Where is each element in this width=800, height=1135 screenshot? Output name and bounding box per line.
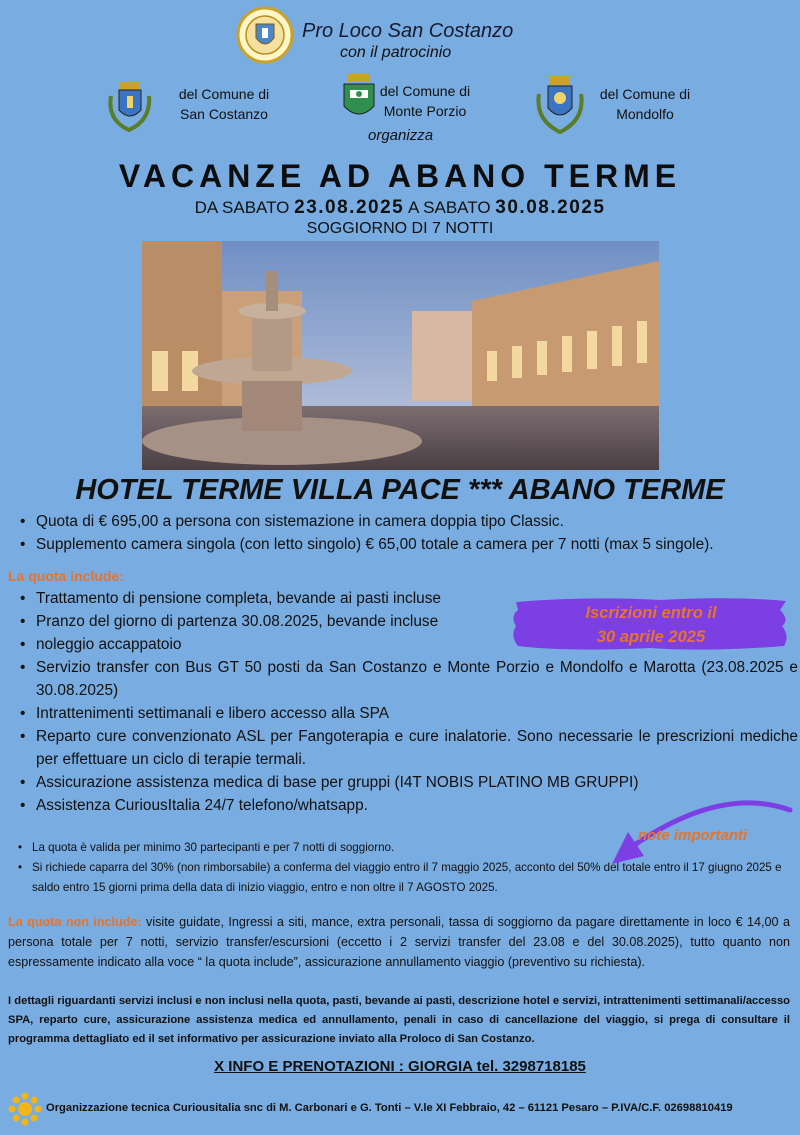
comune-name: Mondolfo: [616, 106, 674, 122]
list-item: • Pranzo del giorno di partenza 30.08.2025, bevande incluse: [8, 610, 798, 633]
event-title: VACANZE AD ABANO TERME: [118, 158, 682, 194]
comune-name: Monte Porzio: [383, 103, 467, 119]
organizza-label: organizza: [368, 127, 434, 144]
from-date: 23.08.2025: [294, 197, 405, 218]
comune-san-costanzo: [166, 84, 282, 124]
mondolfo-crest-icon: [535, 72, 585, 134]
list-item: • Supplemento camera singola (con letto singolo) € 65,00 totale a camera per 7 notti (max 5 singole).: [8, 533, 798, 556]
list-item: • Intrattenimenti settimanali e libero accesso alla SPA: [8, 702, 798, 725]
includes-heading: La quota include:: [8, 568, 124, 584]
comune-label: del Comune di: [178, 86, 270, 102]
abano-square-photo: [142, 241, 659, 470]
not-included-text: visite guidate, Ingressi a siti, mance, extra personali, tassa di soggiorno da pagare direttamente in loco € 14,00 a persona totale per 7 notti, servizio transfer/escursioni (eccetto i 2 servizi transfer del 23.08 e del 30.08.2025), tutto quanto non espressamente indicato alla voce “ la quota include”, assicurazione annullamento viaggio (preventivo su richiesta).: [8, 915, 790, 969]
list-item: • Quota di € 695,00 a persona con sistemazione in camera doppia tipo Classic.: [8, 510, 798, 533]
list-item: • La quota è valida per minimo 30 partecipanti e per 7 notti di soggiorno.: [8, 838, 788, 858]
hotel-name: HOTEL TERME VILLA PACE *** ABANO TERME: [75, 474, 725, 506]
list-item: • Si richiede caparra del 30% (non rimborsabile) a conferma del viaggio entro il 7 maggio 2025, acconto del 50% del totale entro il 17 giugno 2025 e saldo entro 15 giorni prima della data di inizio viaggio, entro e non oltre il 7 AGOSTO 2025.: [8, 858, 788, 898]
comune-monte-porzio: [372, 81, 478, 121]
to-date: 30.08.2025: [495, 197, 606, 218]
from-label: DA SABATO: [194, 198, 290, 217]
notes-list: [8, 838, 788, 898]
badge-line: Iscrizioni entro il: [585, 604, 717, 622]
list-item: • Reparto cure convenzionato ASL per Fangoterapia e cure inalatorie. Sono necessarie le prescrizioni mediche per effettuare un ciclo di terapie termali.: [8, 725, 798, 771]
event-dates: [0, 197, 800, 219]
details-paragraph: I dettagli riguardanti servizi inclusi e non inclusi nella quota, pasti, bevande ai pasti, descrizione hotel e servizi, intrattenimenti settimanali/accesso SPA, reparto cure, assicurazione assistenza medica ed annullamento, penali in caso di cancellazione del viaggio, si prega di consultare il programma dettagliato ed il set informativo per assicurazione inviato alla Proloco di San Costanzo.: [8, 995, 790, 1045]
footer-organizer: Organizzazione tecnica Curiousitalia snc di M. Carbonari e G. Tonti – V.le XI Febbraio, 42 – 61121 Pesaro – P.IVA/C.F. 02698810419: [46, 1102, 733, 1114]
list-item: • Servizio transfer con Bus GT 50 posti da San Costanzo e Monte Porzio e Mondolfo e Marotta (23.08.2025 e 30.08.2025): [8, 656, 798, 702]
header-org-name: Pro Loco San Costanzo: [302, 20, 514, 42]
san-costanzo-crest-icon: [107, 76, 153, 132]
list-item: • Assicurazione assistenza medica di base per gruppi (I4T NOBIS PLATINO MB GRUPPI): [8, 771, 798, 794]
stay-length: SOGGIORNO DI 7 NOTTI: [306, 220, 494, 237]
list-item: • noleggio accappatoio: [8, 633, 798, 656]
notes-label: note importanti: [638, 827, 748, 844]
not-included-heading: La quota non include:: [8, 915, 142, 929]
registration-deadline: [520, 601, 782, 649]
quota-list: [8, 510, 798, 556]
to-label: A SABATO: [408, 198, 491, 217]
comune-label: del Comune di: [599, 86, 691, 102]
curiousitalia-sun-icon: [8, 1092, 42, 1126]
badge-line: 30 aprile 2025: [596, 628, 706, 646]
header-patronage: con il patrocinio: [340, 44, 452, 61]
comune-mondolfo: [590, 84, 700, 124]
pro-loco-logo: [236, 6, 294, 64]
comune-label: del Comune di: [379, 83, 471, 99]
list-item: • Assistenza CuriousItalia 24/7 telefono/whatsapp.: [8, 794, 798, 817]
not-included-paragraph: [8, 912, 790, 972]
contact-info: X INFO E PRENOTAZIONI : GIORGIA tel. 3298718185: [214, 1058, 586, 1075]
list-item: • Trattamento di pensione completa, bevande ai pasti incluse: [8, 587, 798, 610]
comune-name: San Costanzo: [180, 106, 268, 122]
